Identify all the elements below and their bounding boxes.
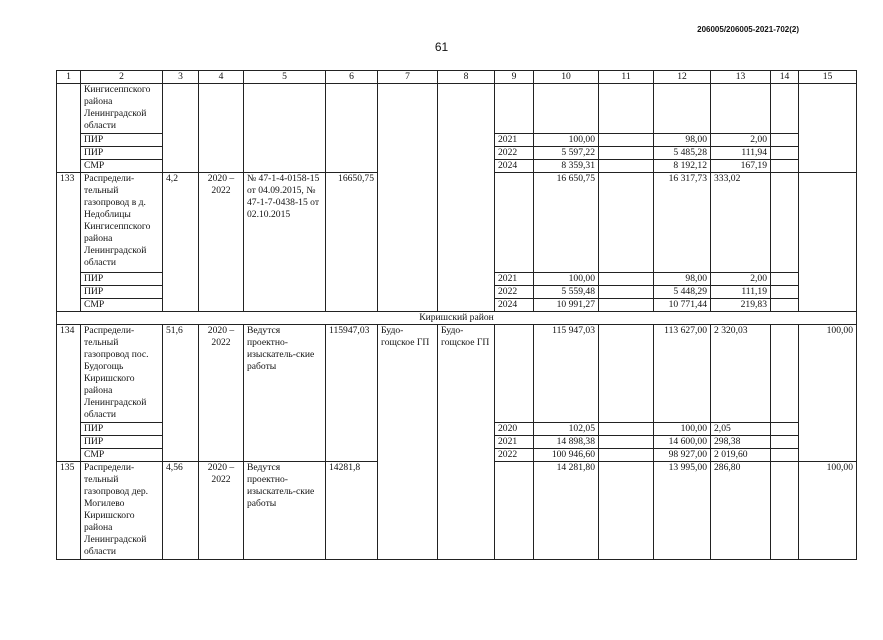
col-number: 7 (378, 71, 438, 84)
local-cost-cell: 2,05 (711, 423, 771, 436)
row-number: 134 (57, 325, 81, 462)
document-code: 206005/206005-2021-702(2) (697, 25, 799, 34)
stage-label: ПИР (81, 147, 163, 160)
table-row (57, 84, 857, 134)
local-cost-cell: 219,83 (711, 299, 771, 312)
stage-label: ПИР (81, 436, 163, 449)
federal-cost-cell: 98,00 (654, 273, 711, 286)
cell (599, 299, 654, 312)
settlement-cell: Будо-гощское ГП (438, 325, 495, 560)
col-number: 8 (438, 71, 495, 84)
cell (799, 173, 857, 312)
cell (495, 84, 534, 134)
local-cost-cell: 167,19 (711, 160, 771, 173)
col-number: 6 (326, 71, 378, 84)
estimated-cost-cell: 115947,03 (326, 325, 378, 462)
cell (771, 273, 799, 286)
infrastructure-table (56, 70, 857, 560)
total-cost-cell: 5 559,48 (534, 286, 599, 299)
federal-cost-cell: 100,00 (654, 423, 711, 436)
total-cost-cell: 14 281,80 (534, 462, 599, 560)
stage-label: ПИР (81, 286, 163, 299)
cell (771, 325, 799, 423)
local-cost-cell: 2 320,03 (711, 325, 771, 423)
col-number: 14 (771, 71, 799, 84)
local-cost-cell: 333,02 (711, 173, 771, 273)
col-number: 4 (199, 71, 244, 84)
row-number: 135 (57, 462, 81, 560)
year-cell: 2022 (495, 147, 534, 160)
local-cost-cell: 111,94 (711, 147, 771, 160)
local-cost-cell: 111,19 (711, 286, 771, 299)
stage-label: ПИР (81, 273, 163, 286)
cell (771, 436, 799, 449)
period-cell: 2020 – 2022 (199, 462, 244, 560)
cell (495, 173, 534, 273)
year-cell: 2022 (495, 449, 534, 462)
object-name: Распредели-тельный газопровод в д. Недоблицы Кингисеппского района Ленинградской области (81, 173, 163, 273)
total-cost-cell: 100,00 (534, 134, 599, 147)
percent-cell: 100,00 (799, 462, 857, 560)
total-cost-cell: 115 947,03 (534, 325, 599, 423)
total-cost-cell: 100,00 (534, 273, 599, 286)
federal-cost-cell: 5 448,29 (654, 286, 711, 299)
stage-label: ПИР (81, 134, 163, 147)
local-cost-cell: 2,00 (711, 273, 771, 286)
year-cell: 2021 (495, 273, 534, 286)
object-name: Кингисеппского района Ленинградской области (81, 84, 163, 134)
col-number: 13 (711, 71, 771, 84)
cell (711, 84, 771, 134)
cell (599, 325, 654, 423)
total-cost-cell: 5 597,22 (534, 147, 599, 160)
length-cell: 4,56 (163, 462, 199, 560)
stage-label: ПИР (81, 423, 163, 436)
federal-cost-cell: 16 317,73 (654, 173, 711, 273)
stage-label: СМР (81, 160, 163, 173)
federal-cost-cell: 113 627,00 (654, 325, 711, 423)
col-number: 2 (81, 71, 163, 84)
col-number: 5 (244, 71, 326, 84)
local-cost-cell: 286,80 (711, 462, 771, 560)
year-cell: 2021 (495, 134, 534, 147)
col-number: 15 (799, 71, 857, 84)
cell (599, 423, 654, 436)
table-row (57, 325, 857, 423)
object-name: Распредели-тельный газопровод пос. Будогощь Киришского района Ленинградской области (81, 325, 163, 423)
section-row (57, 312, 857, 325)
cell (599, 462, 654, 560)
cell (378, 84, 438, 312)
local-cost-cell: 2,00 (711, 134, 771, 147)
row-number: 133 (57, 173, 81, 312)
cell (771, 84, 799, 134)
total-cost-cell: 10 991,27 (534, 299, 599, 312)
length-cell: 51,6 (163, 325, 199, 462)
federal-cost-cell: 8 192,12 (654, 160, 711, 173)
col-number: 12 (654, 71, 711, 84)
cell (599, 147, 654, 160)
cell (326, 84, 378, 173)
cell (199, 84, 244, 173)
federal-cost-cell: 14 600,00 (654, 436, 711, 449)
total-cost-cell: 100 946,60 (534, 449, 599, 462)
col-number: 3 (163, 71, 199, 84)
estimated-cost-cell: 14281,8 (326, 462, 378, 560)
cell (654, 84, 711, 134)
cell (771, 147, 799, 160)
total-cost-cell: 8 359,31 (534, 160, 599, 173)
cell (599, 160, 654, 173)
cell (599, 173, 654, 273)
cell (495, 325, 534, 423)
stage-label: СМР (81, 299, 163, 312)
settlement-cell: Будо-гощское ГП (378, 325, 438, 560)
col-number: 9 (495, 71, 534, 84)
cell (599, 286, 654, 299)
length-cell: 4,2 (163, 173, 199, 312)
cell (599, 134, 654, 147)
cell (771, 462, 799, 560)
column-numbers-row (57, 71, 857, 84)
cell (771, 173, 799, 273)
cell (771, 423, 799, 436)
federal-cost-cell: 98,00 (654, 134, 711, 147)
cell (438, 84, 495, 312)
col-number: 11 (599, 71, 654, 84)
year-cell: 2024 (495, 299, 534, 312)
cell (599, 273, 654, 286)
stage-label: СМР (81, 449, 163, 462)
object-name: Распредели-тельный газопровод дер. Могилево Киришского района Ленинградской области (81, 462, 163, 560)
period-cell: 2020 – 2022 (199, 173, 244, 312)
documents-cell: Ведутся проектно-изыскатель-ские работы (244, 325, 326, 462)
col-number: 1 (57, 71, 81, 84)
period-cell: 2020 – 2022 (199, 325, 244, 462)
cell (771, 134, 799, 147)
cell (534, 84, 599, 134)
total-cost-cell: 14 898,38 (534, 436, 599, 449)
cell (599, 436, 654, 449)
documents-cell: № 47-1-4-0158-15 от 04.09.2015, № 47-1-7-0438-15 от 02.10.2015 (244, 173, 326, 312)
year-cell: 2020 (495, 423, 534, 436)
cell (163, 84, 199, 173)
cell (771, 449, 799, 462)
cell (771, 286, 799, 299)
cell (495, 462, 534, 560)
cell (57, 84, 81, 173)
estimated-cost-cell: 16650,75 (326, 173, 378, 312)
year-cell: 2022 (495, 286, 534, 299)
cell (599, 449, 654, 462)
cell (771, 160, 799, 173)
cell (799, 84, 857, 173)
cell (244, 84, 326, 173)
federal-cost-cell: 98 927,00 (654, 449, 711, 462)
federal-cost-cell: 5 485,28 (654, 147, 711, 160)
local-cost-cell: 2 019,60 (711, 449, 771, 462)
page-number: 61 (434, 40, 449, 54)
local-cost-cell: 298,38 (711, 436, 771, 449)
total-cost-cell: 16 650,75 (534, 173, 599, 273)
federal-cost-cell: 13 995,00 (654, 462, 711, 560)
year-cell: 2024 (495, 160, 534, 173)
col-number: 10 (534, 71, 599, 84)
section-title: Киришский район (57, 312, 857, 325)
documents-cell: Ведутся проектно-изыскатель-ские работы (244, 462, 326, 560)
total-cost-cell: 102,05 (534, 423, 599, 436)
cell (599, 84, 654, 134)
year-cell: 2021 (495, 436, 534, 449)
percent-cell: 100,00 (799, 325, 857, 462)
cell (771, 299, 799, 312)
federal-cost-cell: 10 771,44 (654, 299, 711, 312)
